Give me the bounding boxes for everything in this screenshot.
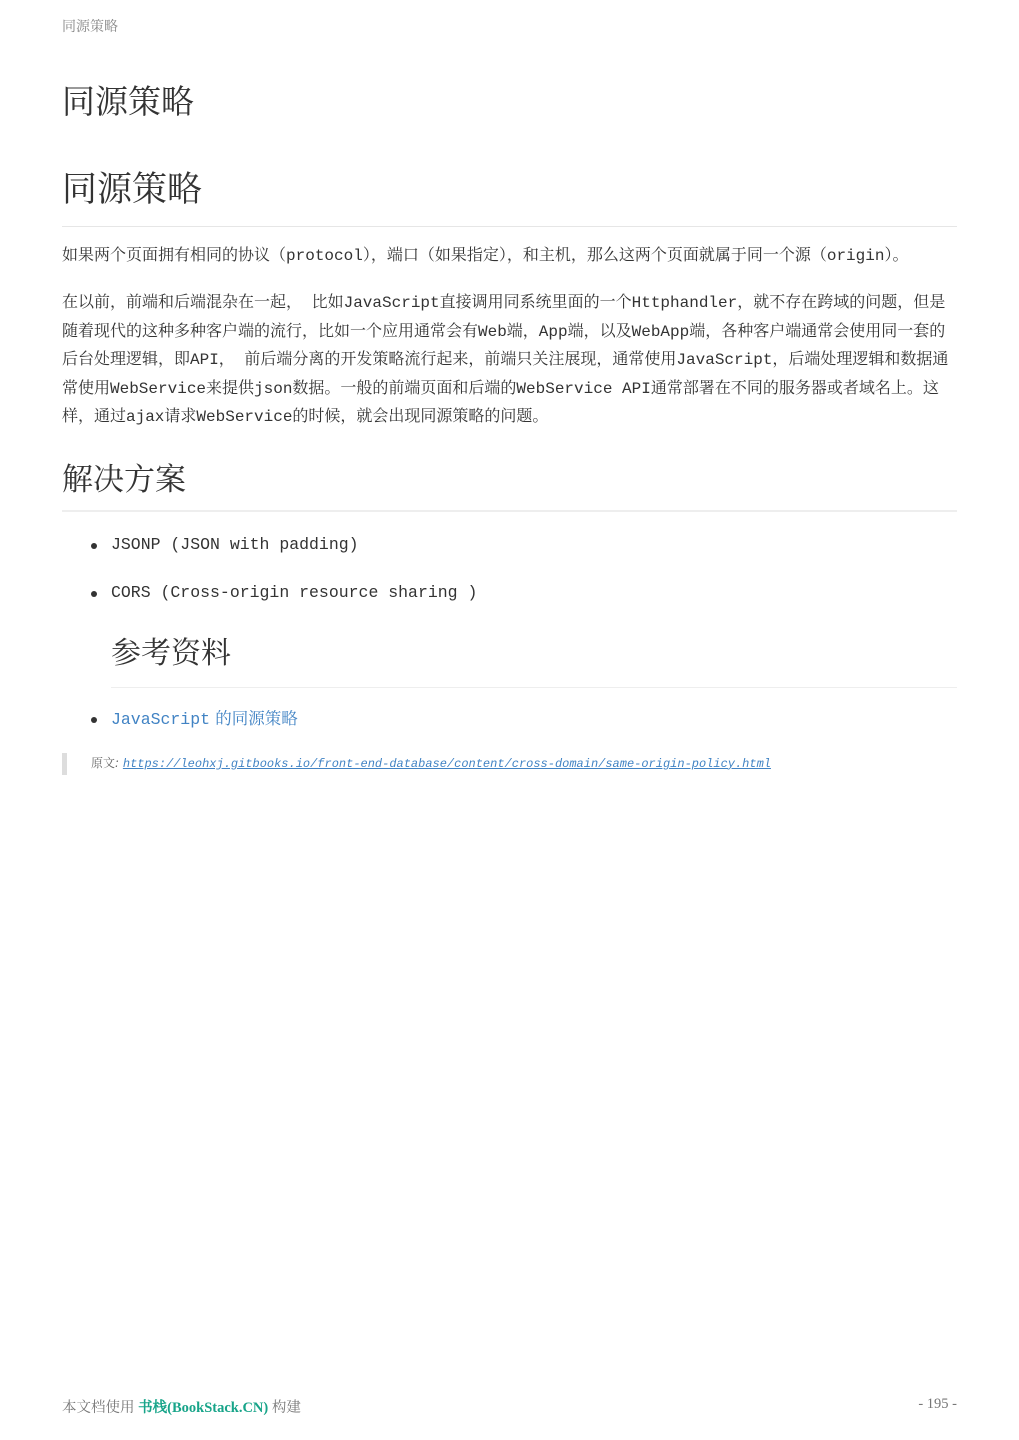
list-item-cors: CORS (Cross-origin resource sharing ) <box>111 578 957 608</box>
article-body <box>62 168 957 775</box>
source-blockquote <box>62 753 957 775</box>
reference-link-text: 的同源策略 <box>210 708 298 728</box>
source-label: 原文 <box>91 755 116 770</box>
text-segment: 如果两个页面拥有相同的协议（ <box>62 244 287 264</box>
references-heading: 参考资料 <box>111 634 957 688</box>
source-separator: : <box>115 755 123 770</box>
inline-code-origin: origin <box>826 246 885 265</box>
text-segment: ），端口（如果指定），和主机，那么这两个页面就属于同一个源（ <box>362 244 827 264</box>
paragraph-definition <box>62 241 957 271</box>
section-heading: 同源策略 <box>62 168 957 227</box>
footer-prefix: 本文档使用 <box>62 1400 139 1416</box>
reference-link[interactable] <box>111 709 298 728</box>
solutions-list <box>62 530 957 608</box>
source-url-link[interactable]: https://leohxj.gitbooks.io/front-end-database/content/cross-domain/same-origin-policy.html <box>122 756 771 771</box>
reference-link-code: JavaScript <box>111 709 211 729</box>
page-title: 同源策略 <box>62 82 194 121</box>
paragraph-background: 在以前，前端和后端混杂在一起， 比如JavaScript直接调用同系统里面的一个Httphandler，就不存在跨域的问题，但是随着现代的这种多种客户端的流行，比如一个应用通常会有Web端，App端，以及WebApp端，各种客户端通常会使用同一套的后台处理逻辑，即API， 前后端分离的开发策略流行起来，前端只关注展现，通常使用JavaScript，后端处理逻辑和数据通常使用WebService来提供json数据。一般的前端页面和后端的WebService API通常部署在不同的服务器或者域名上。这样，通过ajax请求WebService的时候，就会出现同源策略的问题。 <box>62 294 949 426</box>
page-number: - 195 - <box>918 1396 957 1412</box>
references-list <box>62 704 957 735</box>
running-header: 同源策略 <box>62 19 118 35</box>
inline-code-protocol: protocol <box>286 246 363 265</box>
list-item-jsonp: JSONP (JSON with padding) <box>111 530 957 560</box>
solutions-heading: 解决方案 <box>62 460 957 512</box>
text-segment: ）。 <box>884 244 909 264</box>
list-item-reference <box>111 704 957 735</box>
page-footer <box>62 1396 957 1417</box>
footer-brand-link[interactable]: 书栈(BookStack.CN) <box>138 1400 269 1416</box>
footer-suffix: 构建 <box>268 1400 301 1416</box>
